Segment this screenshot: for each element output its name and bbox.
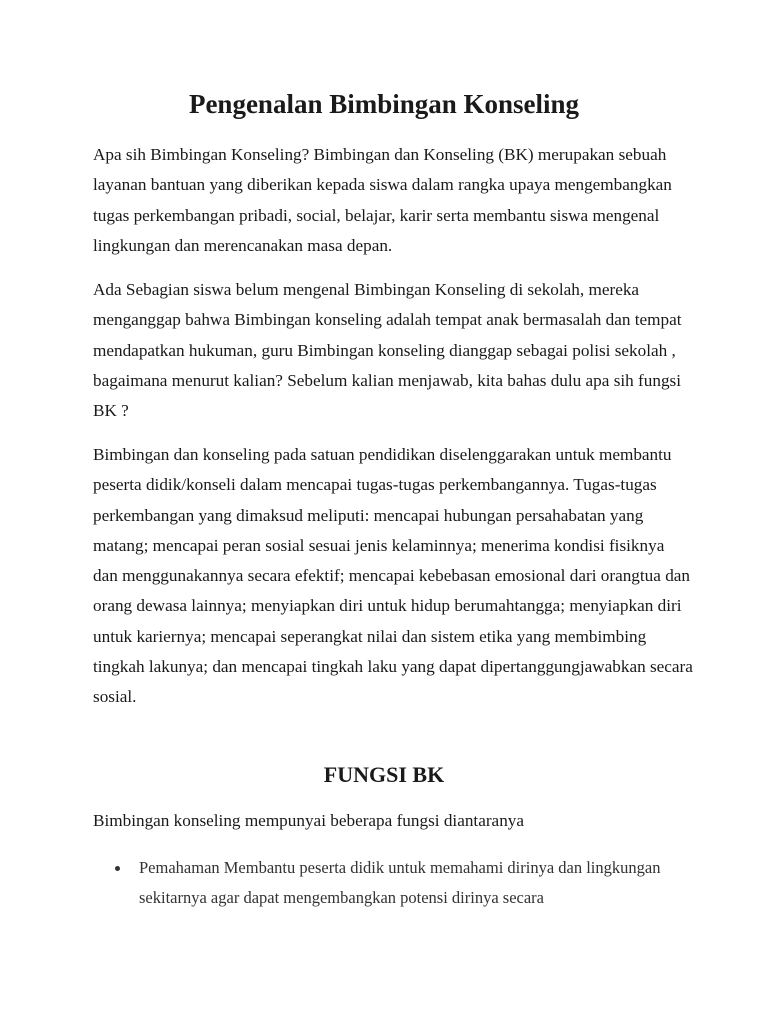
function-list [93,853,693,912]
paragraph-misconception: Ada Sebagian siswa belum mengenal Bimbingan Konseling di sekolah, mereka menganggap bahwa Bimbingan konseling adalah tempat anak bermasalah dan tempat mendapatkan hukuman, guru Bimbingan konseling dianggap sebagai polisi sekolah , bagaimana menurut kalian? Sebelum kalian menjawab, kita bahas dulu apa sih fungsi BK ? [93,280,682,421]
paragraph-intro: Apa sih Bimbingan Konseling? Bimbingan dan Konseling (BK) merupakan sebuah layanan bantuan yang diberikan kepada siswa dalam rangka upaya mengembangkan tugas perkembangan pribadi, social, belajar, karir serta membantu siswa mengenal lingkungan dan merencanakan masa depan. [93,145,672,255]
section-intro: Bimbingan konseling mempunyai beberapa fungsi diantaranya [93,811,525,830]
bullet-icon [115,866,120,871]
section-heading: FUNGSI BK [323,762,445,787]
page-title: Pengenalan Bimbingan Konseling [188,89,580,119]
list-item [93,853,693,912]
paragraph-development-tasks: Bimbingan dan konseling pada satuan pendidikan diselenggarakan untuk membantu peserta didik/konseli dalam mencapai tugas-tugas perkembangannya. Tugas-tugas perkembangan yang dimaksud meliputi: mencapai hubungan persahabatan yang matang; mencapai peran sosial sesuai jenis kelaminnya; menerima kondisi fisiknya dan menggunakannya secara efektif; mencapai kebebasan emosional dari orangtua dan orang dewasa lainnya; menyiapkan diri untuk hidup berumahtangga; menyiapkan diri untuk kariernya; mencapai seperangkat nilai dan sistem etika yang membimbing tingkah lakunya; dan mencapai tingkah laku yang dapat dipertanggungjawabkan secara sosial. [93,445,693,707]
list-item-text: Pemahaman Membantu peserta didik untuk memahami dirinya dan lingkungan sekitarnya agar dapat mengembangkan potensi dirinya secara [139,858,661,907]
